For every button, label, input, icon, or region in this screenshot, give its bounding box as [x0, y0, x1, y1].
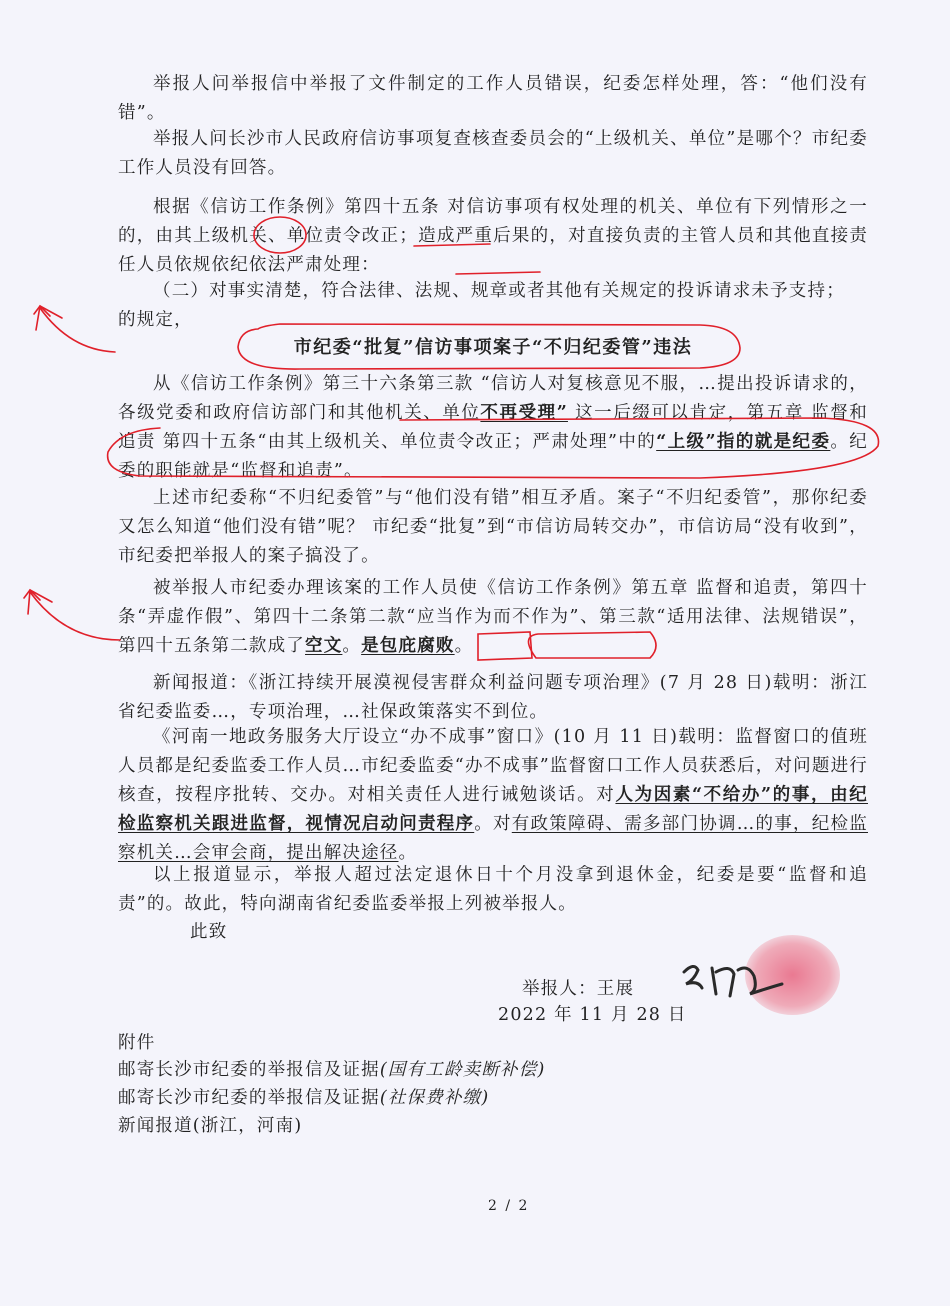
attachment-item: 邮寄长沙市纪委的举报信及证据(国有工龄卖断补偿) — [118, 1060, 546, 1080]
underlined-policy-obstacles: 有政策障碍、需多部门协调…的事，纪检监察机关…会审会商，提出解决途径 — [118, 814, 868, 863]
bold-no-longer-accept: 不再受理” — [480, 403, 568, 423]
reporter-name: 举报人：王展 — [522, 979, 635, 999]
paragraph-news-zhejiang: 新闻报道：《浙江持续开展漠视侵害群众利益问题专项治理》(7 月 28 日)载明：浙江省纪委监委…，专项治理，…社保政策落实不到位。 — [118, 673, 868, 722]
paragraph-question-2: 举报人问长沙市人民政府信访事项复查核查委员会的“上级机关、单位”是哪个？市纪委工作人员没有回答。 — [118, 129, 868, 178]
paragraph-analysis: 从《信访工作条例》第三十六条第三款 “信访人对复核意见不服，…提出投诉请求的，各级党委和政府信访部门和其他机关、单位不再受理” 这一后缀可以肯定，第五章 监督和追责 第四十五条“由其上级机关、单位责令改正；严肃处理”中的“上级”指的就是纪委。纪委的职能就是“监督和追责”。 — [118, 374, 868, 481]
handwritten-signature — [672, 950, 792, 1010]
paragraph-regulation: 根据《信访工作条例》第四十五条 对信访事项有权处理的机关、单位有下列情形之一的，由其上级机关、单位责令改正；造成严重后果的，对直接负责的主管人员和其他直接责任人员依规依纪依法严肃处理： — [118, 197, 869, 275]
attachments-title: 附件 — [118, 1033, 156, 1053]
paragraph-question-1: 举报人问举报信中举报了文件制定的工作人员错误，纪委怎样处理，答：“他们没有错”。 — [118, 74, 868, 123]
report-date: 2022 年 11 月 28 日 — [498, 1005, 687, 1025]
bold-empty-text: 空文 — [305, 636, 343, 656]
attachment-item: 邮寄长沙市纪委的举报信及证据(社保费补缴) — [118, 1088, 490, 1108]
paragraph-news-henan: 《河南一地政务服务大厅设立“办不成事”窗口》(10 月 11 日)载明：监督窗口的值班人员都是纪委监委工作人员…市纪委监委“办不成事”监督窗口工作人员获悉后，对问题进行核查，按程序批转、交办。对相关责任人进行诫勉谈话。对人为因素“不给办”的事，由纪检监察机关跟进监督，视情况启动问责程序。对有政策障碍、需多部门协调…的事，纪检监察机关…会审会商，提出解决途径。 — [118, 727, 868, 863]
paragraph-conclusion: 以上报道显示，举报人超过法定退休日十个月没拿到退休金，纪委是要“监督和追责”的。故此，特向湖南省纪委监委举报上列被举报人。 — [118, 865, 868, 914]
attachment-item: 新闻报道(浙江，河南) — [118, 1116, 303, 1136]
left-arrow-top — [34, 306, 115, 352]
page-number: 2 / 2 — [488, 1198, 530, 1214]
left-arrow-bottom — [24, 590, 120, 640]
paragraph-clause-two: （二）对事实清楚，符合法律、法规、规章或者其他有关规定的投诉请求未予支持； — [153, 281, 845, 301]
paragraph-contradiction: 上述市纪委称“不归纪委管”与“他们没有错”相互矛盾。案子“不归纪委管”，那你纪委又怎么知道“他们没有错”呢？ 市纪委“批复”到“市信访局转交办”，市信访局“没有收到”，市纪委把举报人的案子搞没了。 — [118, 488, 868, 566]
bold-superior-is-commission: “上级”指的就是纪委 — [656, 432, 831, 452]
underlined-order-correction: 责令改正 — [324, 226, 400, 246]
underlined-serious-handling: 严肃处理 — [286, 255, 362, 275]
bold-human-factors: 人为因素“不给办”的事，由纪检监察机关跟进监督，视情况启动问责程序 — [118, 785, 868, 834]
paragraph-clause-two-end: 的规定， — [118, 310, 193, 330]
bold-cover-corruption: 是包庇腐败 — [361, 636, 455, 656]
closing-salutation: 此致 — [190, 922, 228, 942]
circled-superior: 上级 — [193, 226, 231, 246]
paragraph-accusation: 被举报人市纪委办理该案的工作人员使《信访工作条例》第五章 监督和追责，第四十条“弄虚作假”、第四十二条第二款“应当作为而不作为”、第三款“适用法律、法规错误”，第四十五条第二款成了空文。是包庇腐败。 — [118, 578, 868, 656]
section-heading: 市纪委“批复”信访事项案子“不归纪委管”违法 — [293, 337, 693, 358]
